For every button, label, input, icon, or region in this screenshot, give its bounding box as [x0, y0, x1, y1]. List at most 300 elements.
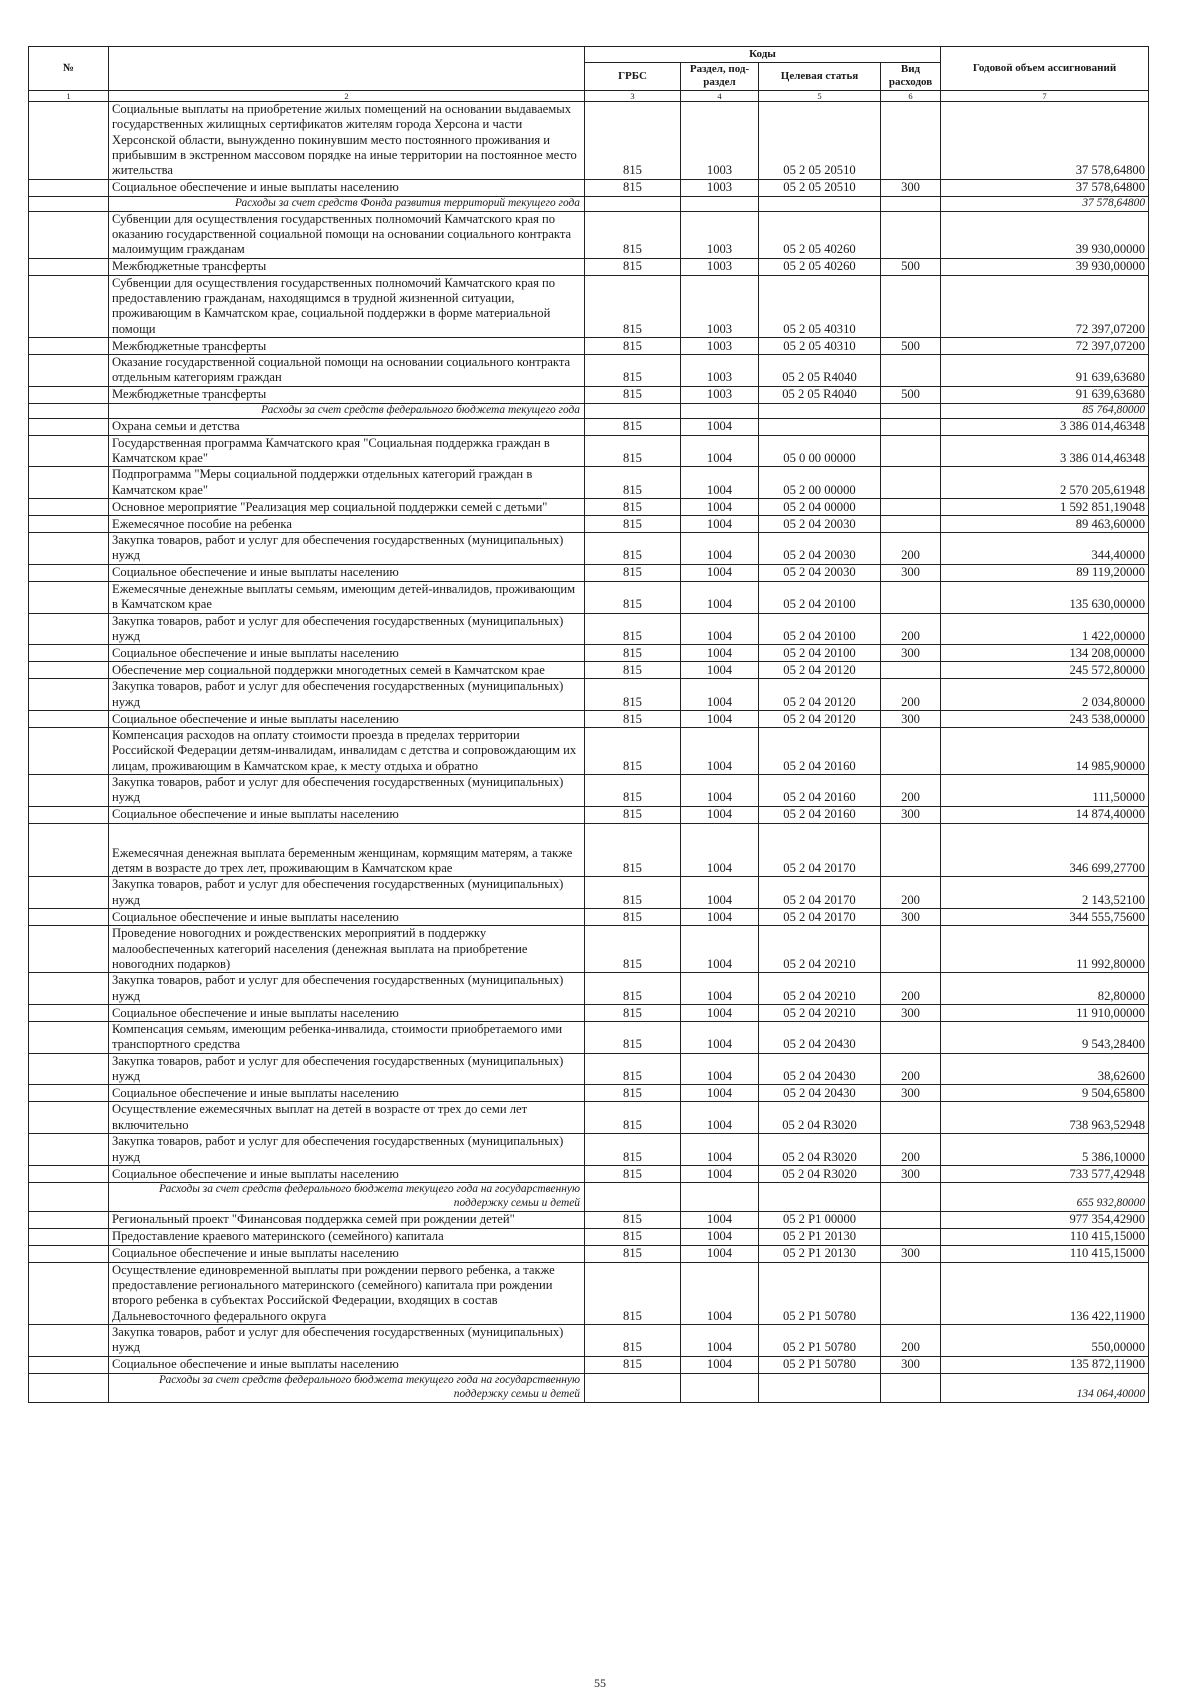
grbs-code: 815 [585, 435, 681, 467]
section-code: 1004 [681, 1165, 759, 1182]
table-row [29, 1134, 1149, 1166]
table-row [29, 1356, 1149, 1373]
grbs-code: 815 [585, 1356, 681, 1373]
expense-kind-code [881, 823, 941, 877]
section-code: 1004 [681, 909, 759, 926]
target-article-code: 05 2 04 20120 [759, 662, 881, 679]
target-article-code: 05 2 04 20030 [759, 564, 881, 581]
target-article-code: 05 2 05 R4040 [759, 386, 881, 403]
table-row [29, 355, 1149, 387]
col-number: 1 [29, 90, 109, 101]
target-article-code: 05 2 05 40310 [759, 275, 881, 337]
table-row [29, 926, 1149, 973]
target-article-code: 05 2 05 20510 [759, 179, 881, 196]
annual-amount: 89 119,20000 [941, 564, 1149, 581]
target-article-code: 05 2 04 20030 [759, 516, 881, 533]
row-number-cell [29, 258, 109, 275]
grbs-code: 815 [585, 1262, 681, 1324]
expense-name: Закупка товаров, работ и услуг для обеспечения государственных (муниципальных) нужд [109, 533, 585, 565]
table-row [29, 467, 1149, 499]
row-number-cell [29, 338, 109, 355]
grbs-code: 815 [585, 1102, 681, 1134]
expense-name: Социальное обеспечение и иные выплаты населению [109, 909, 585, 926]
expense-name: Социальное обеспечение и иные выплаты населению [109, 1005, 585, 1022]
target-article-code: 05 2 05 40310 [759, 338, 881, 355]
expense-kind-code [881, 418, 941, 435]
expense-kind-code [881, 581, 941, 613]
table-row [29, 1325, 1149, 1357]
grbs-code: 815 [585, 338, 681, 355]
expense-name: Социальное обеспечение и иные выплаты населению [109, 1356, 585, 1373]
section-code: 1003 [681, 275, 759, 337]
expense-name: Закупка товаров, работ и услуг для обеспечения государственных (муниципальных) нужд [109, 973, 585, 1005]
annual-amount: 111,50000 [941, 775, 1149, 807]
row-number-cell [29, 1325, 109, 1357]
section-code: 1003 [681, 355, 759, 387]
funding-note-amount: 134 064,40000 [941, 1373, 1149, 1402]
expense-name: Предоставление краевого материнского (семейного) капитала [109, 1228, 585, 1245]
col-number: 7 [941, 90, 1149, 101]
target-article-code: 05 2 00 00000 [759, 467, 881, 499]
expense-kind-code: 300 [881, 806, 941, 823]
expense-name: Субвенции для осуществления государственных полномочий Камчатского края по оказанию государственной социальной помощи на основании социального контракта малоимущим гражданам [109, 211, 585, 258]
annual-amount: 14 874,40000 [941, 806, 1149, 823]
annual-amount: 344 555,75600 [941, 909, 1149, 926]
expense-kind-code: 300 [881, 1245, 941, 1262]
expense-kind-code: 300 [881, 1165, 941, 1182]
col-number: 3 [585, 90, 681, 101]
annual-amount: 3 386 014,46348 [941, 418, 1149, 435]
table-row [29, 211, 1149, 258]
expense-name: Оказание государственной социальной помощи на основании социального контракта отдельным категориям граждан [109, 355, 585, 387]
header-kind: Вид расходов [881, 63, 941, 91]
table-row [29, 877, 1149, 909]
row-number-cell [29, 101, 109, 179]
grbs-code: 815 [585, 355, 681, 387]
table-row [29, 727, 1149, 774]
grbs-code: 815 [585, 1228, 681, 1245]
expense-kind-code: 300 [881, 645, 941, 662]
table-row [29, 823, 1149, 877]
expense-kind-code: 200 [881, 775, 941, 807]
table-row [29, 386, 1149, 403]
table-row [29, 806, 1149, 823]
expense-kind-code: 500 [881, 386, 941, 403]
expense-name: Закупка товаров, работ и услуг для обеспечения государственных (муниципальных) нужд [109, 775, 585, 807]
annual-amount: 738 963,52948 [941, 1102, 1149, 1134]
grbs-code: 815 [585, 1022, 681, 1054]
annual-amount: 2 570 205,61948 [941, 467, 1149, 499]
target-article-code: 05 2 04 20160 [759, 806, 881, 823]
table-row [29, 101, 1149, 179]
expense-name: Основное мероприятие "Реализация мер социальной поддержки семей с детьми" [109, 499, 585, 516]
article-cell [759, 1373, 881, 1402]
table-row [29, 645, 1149, 662]
annual-amount: 110 415,15000 [941, 1228, 1149, 1245]
target-article-code: 05 2 04 20170 [759, 909, 881, 926]
expense-name: Обеспечение мер социальной поддержки многодетных семей в Камчатском крае [109, 662, 585, 679]
annual-amount: 9 543,28400 [941, 1022, 1149, 1054]
expense-kind-code: 200 [881, 533, 941, 565]
expense-kind-code: 300 [881, 710, 941, 727]
section-code: 1004 [681, 1022, 759, 1054]
annual-amount: 11 910,00000 [941, 1005, 1149, 1022]
header-section: Раздел, под-раздел [681, 63, 759, 91]
target-article-code: 05 2 04 20160 [759, 775, 881, 807]
annual-amount: 344,40000 [941, 533, 1149, 565]
funding-note-text: Расходы за счет средств федерального бюджета текущего года [109, 403, 585, 418]
target-article-code: 05 2 04 20430 [759, 1022, 881, 1054]
section-code: 1003 [681, 101, 759, 179]
header-codes: Коды [585, 47, 941, 63]
row-number-cell [29, 909, 109, 926]
grbs-code: 815 [585, 275, 681, 337]
row-number-cell [29, 1005, 109, 1022]
row-number-cell [29, 1262, 109, 1324]
article-cell [759, 403, 881, 418]
grbs-code: 815 [585, 823, 681, 877]
expense-kind-code [881, 1228, 941, 1245]
target-article-code: 05 2 04 20120 [759, 710, 881, 727]
section-code: 1004 [681, 1228, 759, 1245]
funding-note-row [29, 196, 1149, 211]
annual-amount: 37 578,64800 [941, 179, 1149, 196]
section-code: 1004 [681, 418, 759, 435]
row-number-cell [29, 418, 109, 435]
expense-name: Социальное обеспечение и иные выплаты населению [109, 1245, 585, 1262]
expense-name: Компенсация семьям, имеющим ребенка-инвалида, стоимости приобретаемого ими транспортного средства [109, 1022, 585, 1054]
row-number-cell [29, 403, 109, 418]
annual-amount: 550,00000 [941, 1325, 1149, 1357]
target-article-code: 05 2 P1 00000 [759, 1211, 881, 1228]
section-cell [681, 196, 759, 211]
annual-amount: 38,62600 [941, 1053, 1149, 1085]
row-number-cell [29, 1182, 109, 1211]
expense-name: Компенсация расходов на оплату стоимости проезда в пределах территории Российской Федерации детям-инвалидам, инвалидам с детства и сопровождающим их лицам, проживающим в Камчатском крае, к месту отдыха и обратно [109, 727, 585, 774]
grbs-code: 815 [585, 973, 681, 1005]
expense-kind-code: 300 [881, 564, 941, 581]
annual-amount: 2 034,80000 [941, 679, 1149, 711]
annual-amount: 346 699,27700 [941, 823, 1149, 877]
expense-kind-code [881, 1102, 941, 1134]
section-cell [681, 403, 759, 418]
grbs-code: 815 [585, 1211, 681, 1228]
expense-name: Проведение новогодних и рождественских мероприятий в поддержку малообеспеченных категорий населения (денежная выплата на приобретение новогодних подарков) [109, 926, 585, 973]
funding-note-amount: 655 932,80000 [941, 1182, 1149, 1211]
section-code: 1004 [681, 679, 759, 711]
header-name [109, 47, 585, 91]
row-number-cell [29, 581, 109, 613]
section-code: 1004 [681, 806, 759, 823]
section-code: 1004 [681, 1325, 759, 1357]
expense-kind-code [881, 467, 941, 499]
table-row [29, 533, 1149, 565]
target-article-code: 05 2 P1 20130 [759, 1228, 881, 1245]
row-number-cell [29, 386, 109, 403]
page-number: 55 [594, 1676, 606, 1690]
annual-amount: 39 930,00000 [941, 211, 1149, 258]
expense-kind-code [881, 499, 941, 516]
expense-name: Закупка товаров, работ и услуг для обеспечения государственных (муниципальных) нужд [109, 613, 585, 645]
grbs-code: 815 [585, 679, 681, 711]
grbs-cell [585, 403, 681, 418]
grbs-cell [585, 1373, 681, 1402]
expense-name: Ежемесячная денежная выплата беременным женщинам, кормящим матерям, а также детям в возрасте до трех лет, проживающим в Камчатском крае [109, 823, 585, 877]
section-code: 1004 [681, 877, 759, 909]
expense-name: Закупка товаров, работ и услуг для обеспечения государственных (муниципальных) нужд [109, 1053, 585, 1085]
table-row [29, 179, 1149, 196]
row-number-cell [29, 775, 109, 807]
section-code: 1003 [681, 211, 759, 258]
row-number-cell [29, 727, 109, 774]
target-article-code: 05 2 P1 20130 [759, 1245, 881, 1262]
section-code: 1004 [681, 1005, 759, 1022]
section-code: 1004 [681, 727, 759, 774]
section-code: 1003 [681, 386, 759, 403]
annual-amount: 3 386 014,46348 [941, 435, 1149, 467]
table-row [29, 1053, 1149, 1085]
expense-name: Осуществление ежемесячных выплат на детей в возрасте от трех до семи лет включительно [109, 1102, 585, 1134]
row-number-cell [29, 1102, 109, 1134]
table-header [29, 47, 1149, 102]
target-article-code: 05 2 P1 50780 [759, 1356, 881, 1373]
annual-amount: 1 422,00000 [941, 613, 1149, 645]
section-code: 1003 [681, 179, 759, 196]
target-article-code: 05 2 04 20170 [759, 877, 881, 909]
target-article-code: 05 2 04 20100 [759, 645, 881, 662]
header-amount: Годовой объем ассигнований [941, 47, 1149, 91]
table-row [29, 1245, 1149, 1262]
target-article-code: 05 2 04 R3020 [759, 1165, 881, 1182]
target-article-code: 05 0 00 00000 [759, 435, 881, 467]
expense-kind-code: 200 [881, 679, 941, 711]
grbs-code: 815 [585, 386, 681, 403]
target-article-code: 05 2 04 R3020 [759, 1102, 881, 1134]
section-cell [681, 1182, 759, 1211]
target-article-code: 05 2 04 20210 [759, 973, 881, 1005]
expense-name: Государственная программа Камчатского края "Социальная поддержка граждан в Камчатском крае" [109, 435, 585, 467]
annual-amount: 977 354,42900 [941, 1211, 1149, 1228]
expense-kind-code [881, 275, 941, 337]
row-number-cell [29, 179, 109, 196]
row-number-cell [29, 1022, 109, 1054]
table-row [29, 275, 1149, 337]
section-code: 1004 [681, 467, 759, 499]
grbs-code: 815 [585, 727, 681, 774]
section-code: 1004 [681, 499, 759, 516]
expense-name: Закупка товаров, работ и услуг для обеспечения государственных (муниципальных) нужд [109, 877, 585, 909]
grbs-code: 815 [585, 101, 681, 179]
grbs-code: 815 [585, 877, 681, 909]
row-number-cell [29, 973, 109, 1005]
expense-kind-code: 300 [881, 1005, 941, 1022]
table-row [29, 581, 1149, 613]
expense-kind-code [881, 727, 941, 774]
target-article-code: 05 2 04 20430 [759, 1053, 881, 1085]
expense-name: Межбюджетные трансферты [109, 386, 585, 403]
row-number-cell [29, 435, 109, 467]
table-row [29, 418, 1149, 435]
budget-table [28, 46, 1149, 1403]
expense-name: Подпрограмма "Меры социальной поддержки отдельных категорий граждан в Камчатском крае" [109, 467, 585, 499]
annual-amount: 72 397,07200 [941, 338, 1149, 355]
section-code: 1004 [681, 1134, 759, 1166]
expense-name: Субвенции для осуществления государственных полномочий Камчатского края по предоставлению гражданам, находящимся в трудной жизненной ситуации, проживающим в Камчатском крае, социальной поддержки в форме материальной помощи [109, 275, 585, 337]
table-row [29, 338, 1149, 355]
grbs-code: 815 [585, 533, 681, 565]
expense-kind-code: 500 [881, 258, 941, 275]
annual-amount: 134 208,00000 [941, 645, 1149, 662]
expense-kind-code: 200 [881, 973, 941, 1005]
funding-note-amount: 37 578,64800 [941, 196, 1149, 211]
grbs-code: 815 [585, 516, 681, 533]
target-article-code: 05 2 04 00000 [759, 499, 881, 516]
row-number-cell [29, 710, 109, 727]
annual-amount: 135 872,11900 [941, 1356, 1149, 1373]
section-code: 1003 [681, 258, 759, 275]
kind-cell [881, 403, 941, 418]
grbs-code: 815 [585, 581, 681, 613]
row-number-cell [29, 806, 109, 823]
row-number-cell [29, 275, 109, 337]
target-article-code: 05 2 P1 50780 [759, 1262, 881, 1324]
funding-note-row [29, 403, 1149, 418]
target-article-code: 05 2 04 20210 [759, 926, 881, 973]
expense-kind-code [881, 1262, 941, 1324]
section-code: 1004 [681, 1356, 759, 1373]
table-row [29, 516, 1149, 533]
grbs-code: 815 [585, 1053, 681, 1085]
expense-name: Социальное обеспечение и иные выплаты населению [109, 179, 585, 196]
target-article-code: 05 2 04 20430 [759, 1085, 881, 1102]
expense-name: Социальное обеспечение и иные выплаты населению [109, 1165, 585, 1182]
section-code: 1004 [681, 613, 759, 645]
table-row [29, 662, 1149, 679]
row-number-cell [29, 1373, 109, 1402]
row-number-cell [29, 926, 109, 973]
grbs-code: 815 [585, 1005, 681, 1022]
kind-cell [881, 1373, 941, 1402]
col-number: 5 [759, 90, 881, 101]
funding-note-text: Расходы за счет средств Фонда развития территорий текущего года [109, 196, 585, 211]
table-row [29, 1085, 1149, 1102]
table-row [29, 258, 1149, 275]
table-row [29, 1022, 1149, 1054]
section-code: 1004 [681, 435, 759, 467]
row-number-cell [29, 1356, 109, 1373]
table-row [29, 710, 1149, 727]
row-number-cell [29, 1211, 109, 1228]
section-code: 1004 [681, 533, 759, 565]
annual-amount: 135 630,00000 [941, 581, 1149, 613]
grbs-code: 815 [585, 1245, 681, 1262]
target-article-code [759, 418, 881, 435]
section-code: 1004 [681, 581, 759, 613]
expense-kind-code [881, 1211, 941, 1228]
table-row [29, 909, 1149, 926]
table-row [29, 973, 1149, 1005]
grbs-code: 815 [585, 926, 681, 973]
section-cell [681, 1373, 759, 1402]
kind-cell [881, 1182, 941, 1211]
target-article-code: 05 2 05 20510 [759, 101, 881, 179]
grbs-code: 815 [585, 806, 681, 823]
annual-amount: 9 504,65800 [941, 1085, 1149, 1102]
header-article: Целевая статья [759, 63, 881, 91]
expense-kind-code: 200 [881, 613, 941, 645]
table-row [29, 1102, 1149, 1134]
section-code: 1004 [681, 1245, 759, 1262]
target-article-code: 05 2 04 20170 [759, 823, 881, 877]
section-code: 1004 [681, 926, 759, 973]
annual-amount: 1 592 851,19048 [941, 499, 1149, 516]
table-row [29, 1228, 1149, 1245]
funding-note-amount: 85 764,80000 [941, 403, 1149, 418]
expense-name: Социальное обеспечение и иные выплаты населению [109, 564, 585, 581]
expense-kind-code [881, 1022, 941, 1054]
col-number: 2 [109, 90, 585, 101]
section-code: 1004 [681, 973, 759, 1005]
expense-name: Закупка товаров, работ и услуг для обеспечения государственных (муниципальных) нужд [109, 1134, 585, 1166]
annual-amount: 136 422,11900 [941, 1262, 1149, 1324]
grbs-code: 815 [585, 1085, 681, 1102]
expense-name: Закупка товаров, работ и услуг для обеспечения государственных (муниципальных) нужд [109, 679, 585, 711]
section-code: 1004 [681, 823, 759, 877]
grbs-code: 815 [585, 613, 681, 645]
table-row [29, 613, 1149, 645]
header-grbs: ГРБС [585, 63, 681, 91]
expense-name: Межбюджетные трансферты [109, 258, 585, 275]
row-number-cell [29, 499, 109, 516]
row-number-cell [29, 211, 109, 258]
grbs-code: 815 [585, 179, 681, 196]
expense-kind-code [881, 926, 941, 973]
annual-amount: 110 415,15000 [941, 1245, 1149, 1262]
row-number-cell [29, 533, 109, 565]
table-row [29, 1005, 1149, 1022]
row-number-cell [29, 662, 109, 679]
row-number-cell [29, 613, 109, 645]
col-number: 6 [881, 90, 941, 101]
grbs-code: 815 [585, 662, 681, 679]
expense-kind-code: 200 [881, 1325, 941, 1357]
section-code: 1004 [681, 1102, 759, 1134]
row-number-cell [29, 467, 109, 499]
row-number-cell [29, 196, 109, 211]
annual-amount: 39 930,00000 [941, 258, 1149, 275]
section-code: 1004 [681, 1053, 759, 1085]
section-code: 1004 [681, 775, 759, 807]
annual-amount: 82,80000 [941, 973, 1149, 1005]
annual-amount: 5 386,10000 [941, 1134, 1149, 1166]
section-code: 1004 [681, 1085, 759, 1102]
grbs-code: 815 [585, 645, 681, 662]
annual-amount: 243 538,00000 [941, 710, 1149, 727]
grbs-code: 815 [585, 710, 681, 727]
expense-kind-code [881, 211, 941, 258]
annual-amount: 91 639,63680 [941, 386, 1149, 403]
annual-amount: 11 992,80000 [941, 926, 1149, 973]
annual-amount: 91 639,63680 [941, 355, 1149, 387]
section-code: 1004 [681, 1262, 759, 1324]
table-row [29, 435, 1149, 467]
row-number-cell [29, 516, 109, 533]
table-row [29, 1262, 1149, 1324]
expense-name: Социальное обеспечение и иные выплаты населению [109, 806, 585, 823]
expense-name: Региональный проект "Финансовая поддержка семей при рождении детей" [109, 1211, 585, 1228]
grbs-code: 815 [585, 1325, 681, 1357]
expense-kind-code: 200 [881, 1134, 941, 1166]
